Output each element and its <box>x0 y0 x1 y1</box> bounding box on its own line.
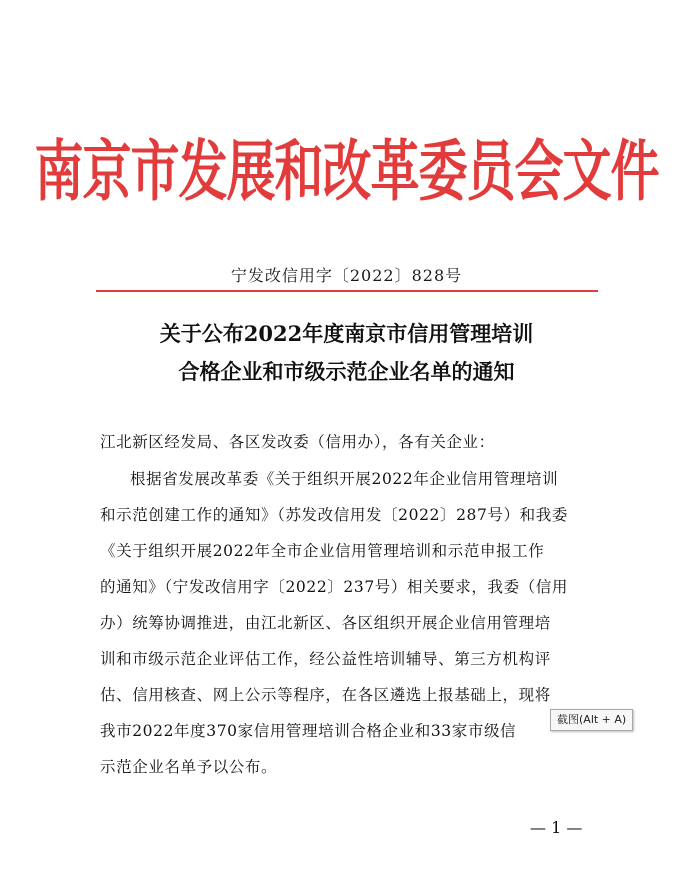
addressee: 江北新区经发局、各区发改委（信用办），各有关企业： <box>100 433 495 451</box>
page-number: — 1 — <box>530 818 583 837</box>
body-line-3: 《关于组织开展2022年全市企业信用管理培训和示范申报工作 <box>100 542 545 560</box>
body-line-2: 和示范创建工作的通知》（苏发改信用发〔2022〕287号）和我委 <box>100 506 568 524</box>
body-line-6: 训和市级示范企业评估工作，经公益性培训辅导、第三方机构评 <box>100 650 551 668</box>
red-separator-line <box>96 290 598 292</box>
screenshot-tooltip: 截图(Alt + A) <box>550 709 633 731</box>
body-line-5: 办）统筹协调推进，由江北新区、各区组织开展企业信用管理培 <box>100 614 551 632</box>
body-line-1: 根据省发展改革委《关于组织开展2022年企业信用管理培训 <box>130 470 559 488</box>
body-line-8: 我市2022年度370家信用管理培训合格企业和33家市级信 <box>100 722 517 740</box>
body-line-7: 估、信用核查、网上公示等程序，在各区遴选上报基础上，现将 <box>100 686 551 704</box>
document-number: 宁发改信用字〔2022〕828号 <box>230 266 463 285</box>
title-line-1: 关于公布2022年度南京市信用管理培训 <box>159 321 534 346</box>
body-line-4: 的通知》（宁发改信用字〔2022〕237号）相关要求，我委（信用 <box>100 578 568 596</box>
issuer-heading: 南京市发展和改革委员会文件 <box>34 131 659 211</box>
title-line-2: 合格企业和市级示范企业名单的通知 <box>178 359 515 384</box>
body-line-9: 示范企业名单予以公布。 <box>100 758 278 776</box>
